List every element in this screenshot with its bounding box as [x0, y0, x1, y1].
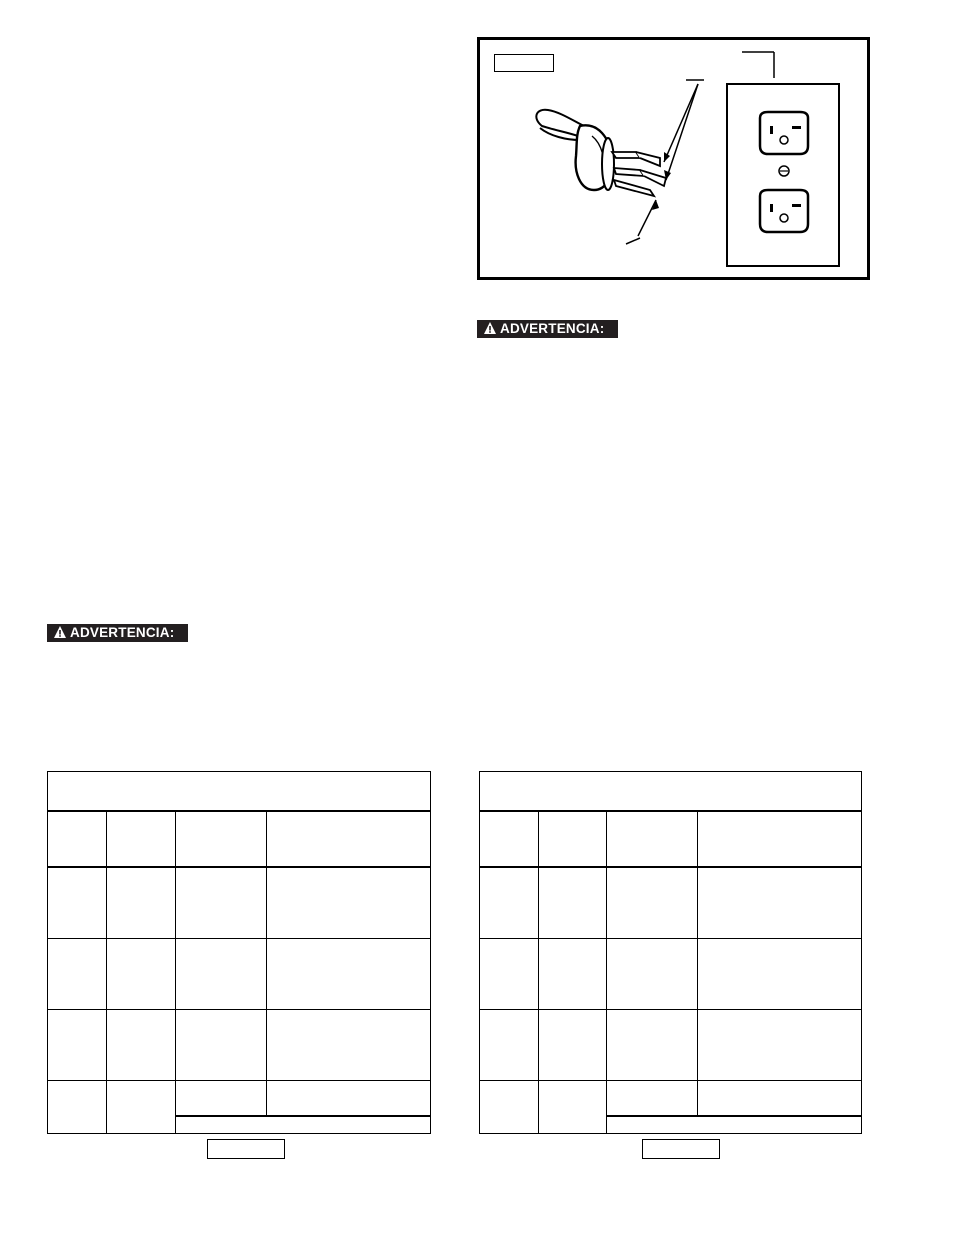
plug-ground-pin: [614, 180, 654, 196]
receptacle-upper: [760, 112, 808, 154]
warning-badge-right: [477, 320, 618, 338]
receptacle-lower: [760, 190, 808, 232]
extension-cord-table-right: [479, 771, 862, 1134]
table-title: [52, 776, 426, 806]
warning-label: ADVERTENCIA:: [70, 625, 175, 640]
plug-blade-2: [614, 168, 644, 176]
warning-label: ADVERTENCIA:: [500, 321, 605, 336]
plug-outlet-illustration: [480, 40, 867, 277]
plug-blade-1: [612, 152, 640, 158]
warning-triangle-icon: [483, 320, 497, 341]
warning-badge-left: [47, 624, 188, 642]
warning-triangle-icon: [53, 624, 67, 645]
table-footer: [607, 1117, 861, 1133]
figure-label-box: [494, 54, 554, 72]
plug-outlet-figure: [477, 37, 870, 280]
extension-cord-table-left: [47, 771, 431, 1134]
table-caption-right: [642, 1139, 720, 1159]
table-footer: [176, 1117, 430, 1133]
table-title: [484, 776, 857, 806]
table-caption-left: [207, 1139, 285, 1159]
